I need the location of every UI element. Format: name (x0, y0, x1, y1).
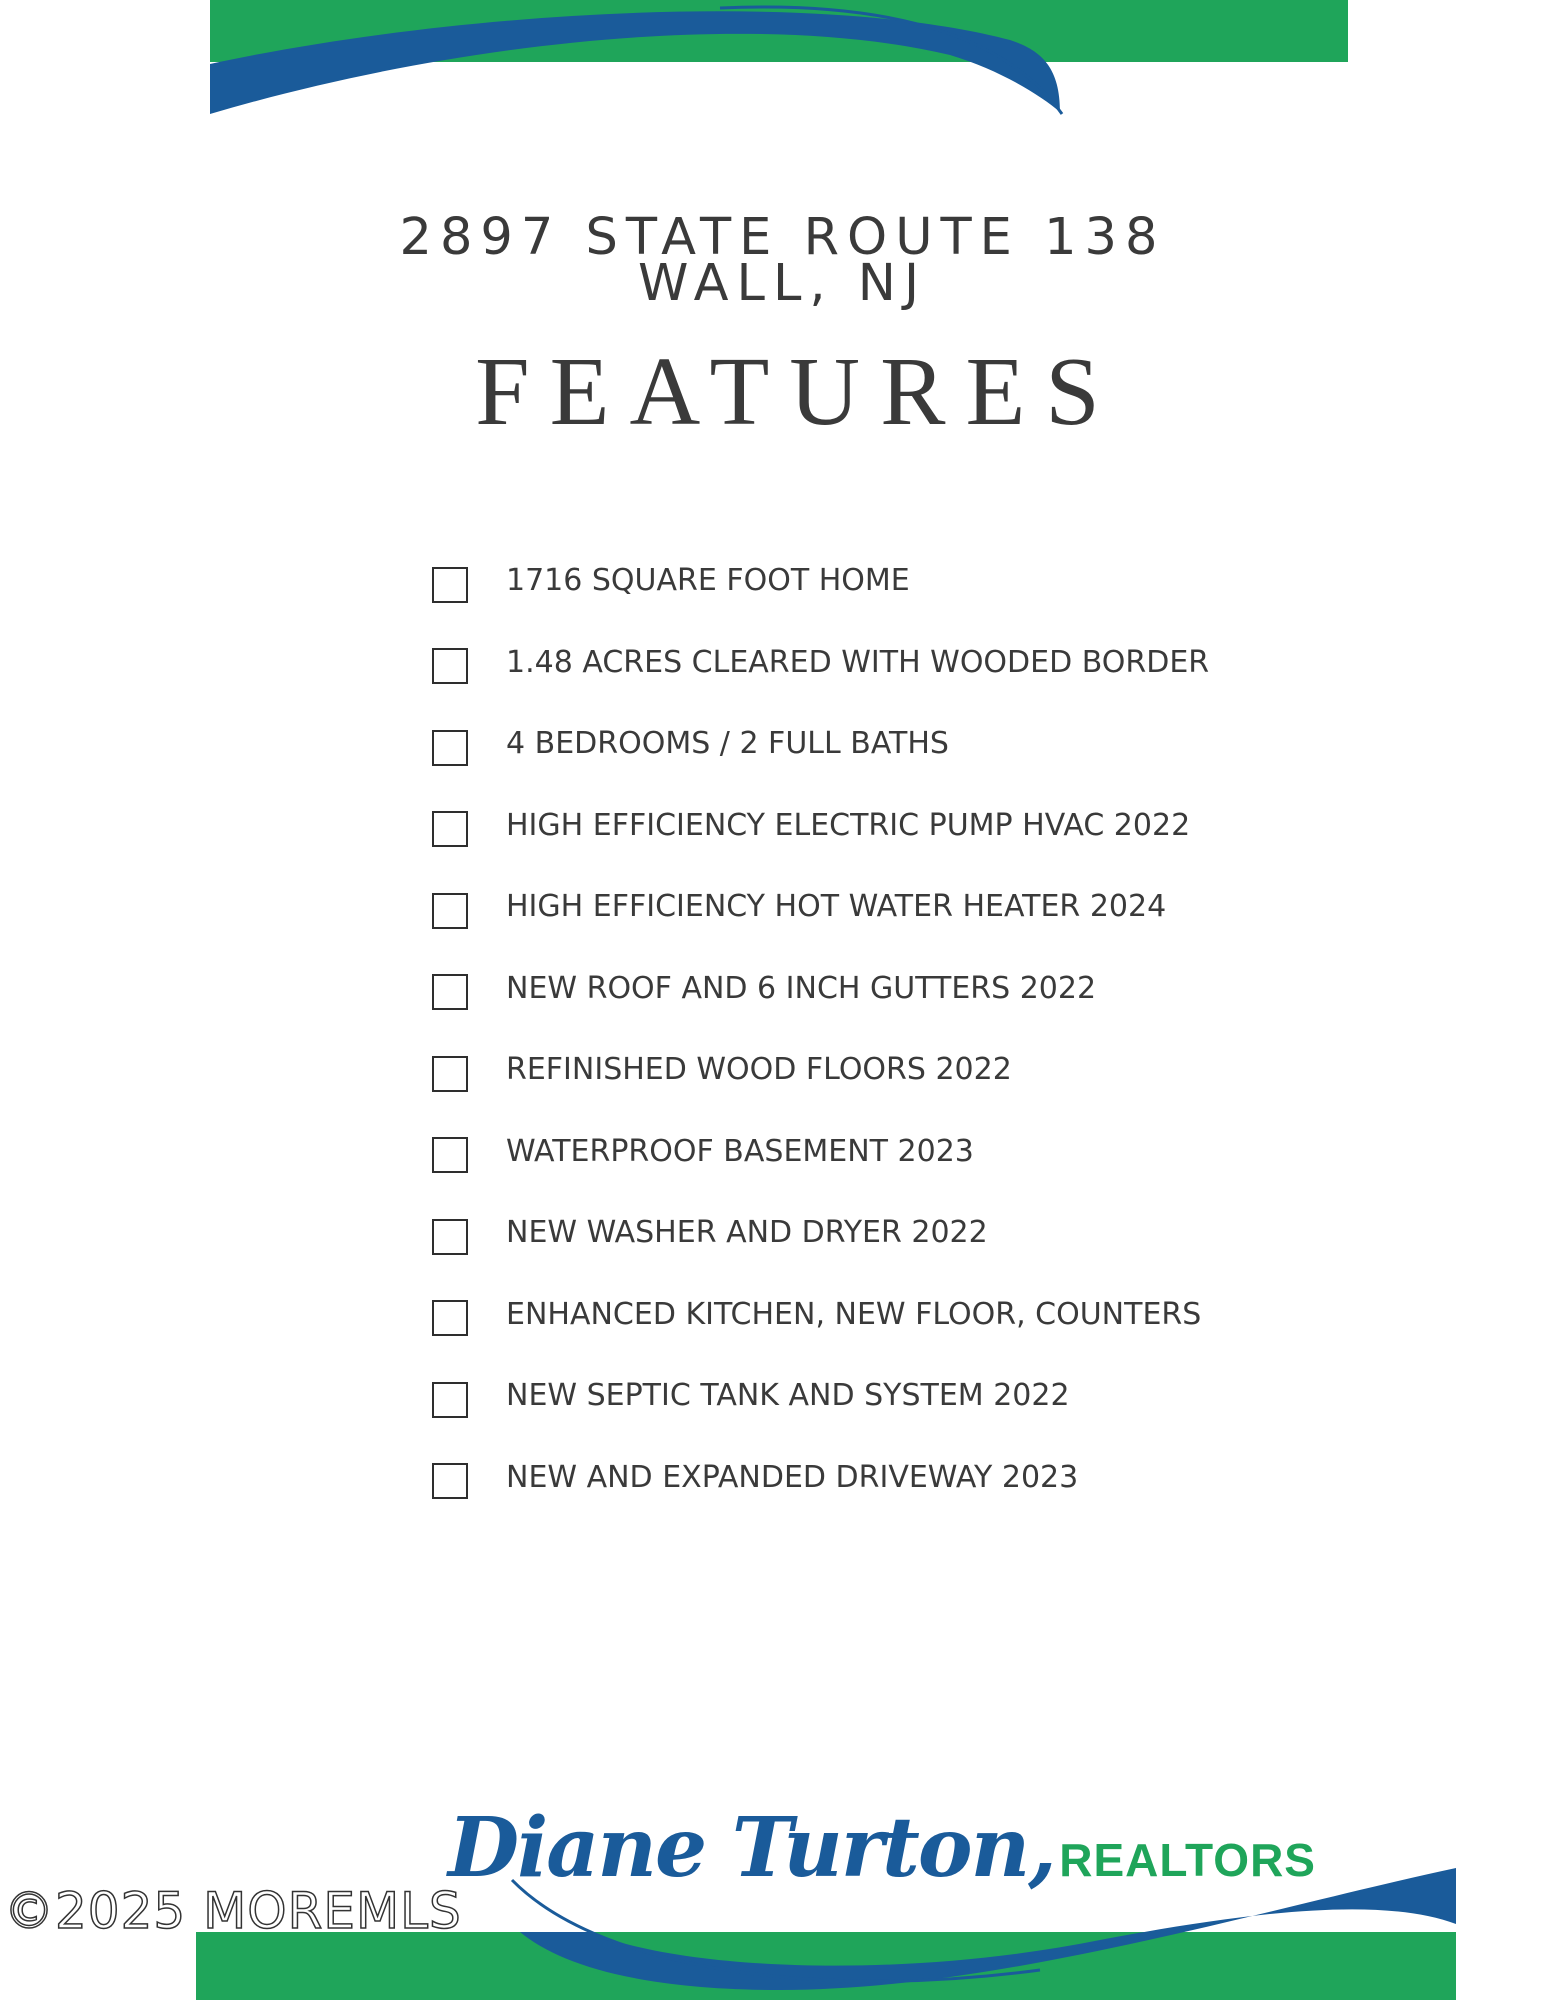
list-item (432, 866, 1209, 948)
logo-script-text: Diane Turton, (448, 1800, 1055, 1896)
feature-label: HIGH EFFICIENCY HOT WATER HEATER 2024 (506, 889, 1167, 925)
feature-list (432, 540, 1209, 1518)
checkbox[interactable] (432, 567, 468, 603)
list-item (432, 1437, 1209, 1519)
checkbox[interactable] (432, 1463, 468, 1499)
feature-label: WATERPROOF BASEMENT 2023 (506, 1133, 974, 1169)
feature-label: 4 BEDROOMS / 2 FULL BATHS (506, 726, 949, 762)
list-item (432, 703, 1209, 785)
checkbox[interactable] (432, 648, 468, 684)
feature-label: NEW SEPTIC TANK AND SYSTEM 2022 (506, 1378, 1070, 1414)
list-item (432, 1029, 1209, 1111)
address-city: WALL, NJ (638, 254, 927, 313)
checkbox[interactable] (432, 811, 468, 847)
list-item (432, 1274, 1209, 1356)
feature-label: NEW WASHER AND DRYER 2022 (506, 1215, 988, 1251)
checkbox[interactable] (432, 1137, 468, 1173)
logo-realtors-text: REALTORS (1059, 1834, 1316, 1886)
list-item (432, 1111, 1209, 1193)
feature-label: ENHANCED KITCHEN, NEW FLOOR, COUNTERS (506, 1296, 1202, 1332)
address-street: 2897 STATE ROUTE 138 (399, 208, 1166, 267)
checkbox[interactable] (432, 893, 468, 929)
list-item (432, 540, 1209, 622)
feature-label: NEW ROOF AND 6 INCH GUTTERS 2022 (506, 970, 1097, 1006)
checkbox[interactable] (432, 974, 468, 1010)
feature-label: REFINISHED WOOD FLOORS 2022 (506, 1052, 1012, 1088)
page-title: FEATURES (475, 338, 1120, 446)
feature-label: NEW AND EXPANDED DRIVEWAY 2023 (506, 1459, 1079, 1495)
checkbox[interactable] (432, 1382, 468, 1418)
list-item (432, 1192, 1209, 1274)
checkbox[interactable] (432, 1300, 468, 1336)
checkbox[interactable] (432, 1219, 468, 1255)
list-item (432, 948, 1209, 1030)
list-item (432, 622, 1209, 704)
top-wave-banner (0, 0, 1545, 130)
feature-label: 1.48 ACRES CLEARED WITH WOODED BORDER (506, 644, 1210, 680)
brokerage-logo (448, 1800, 1316, 1900)
feature-label: 1716 SQUARE FOOT HOME (506, 563, 910, 599)
list-item (432, 785, 1209, 867)
checkbox[interactable] (432, 730, 468, 766)
list-item (432, 1355, 1209, 1437)
checkbox[interactable] (432, 1056, 468, 1092)
feature-label: HIGH EFFICIENCY ELECTRIC PUMP HVAC 2022 (506, 807, 1191, 843)
copyright-watermark: ©2025 MOREMLS (4, 1882, 462, 1940)
